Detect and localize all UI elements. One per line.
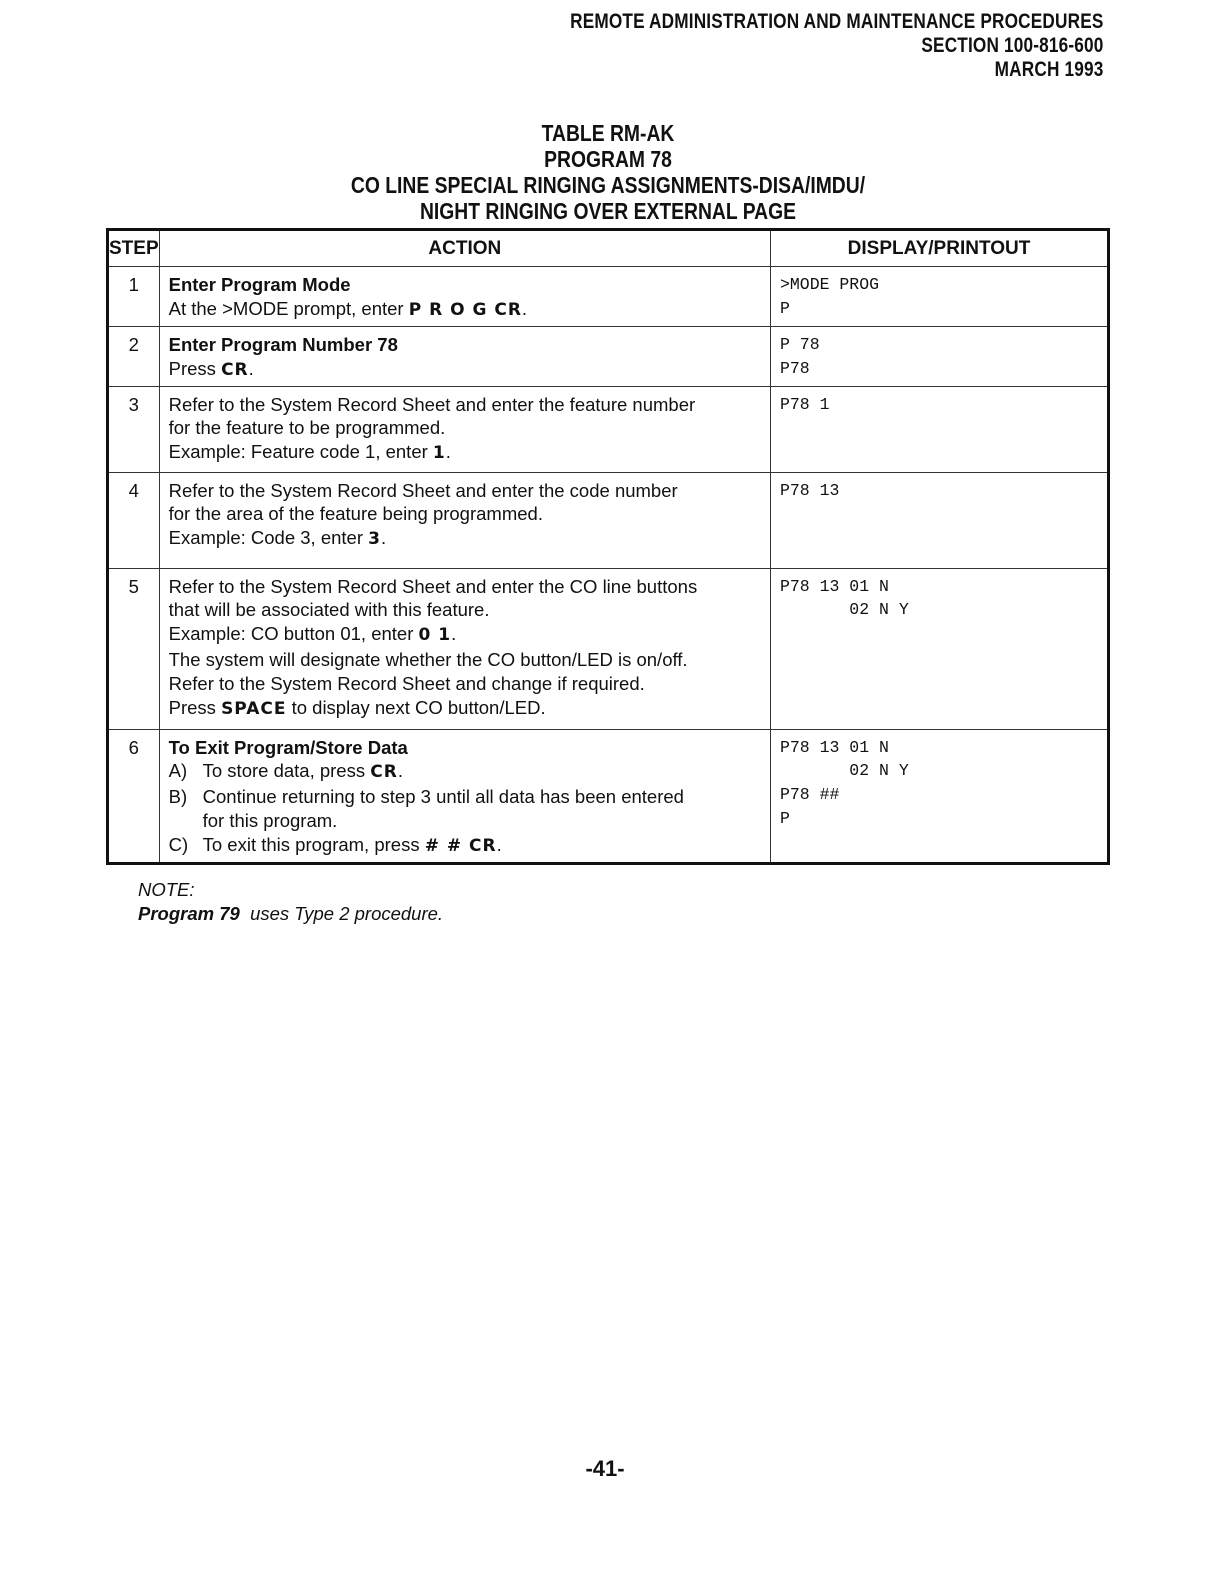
display-line: P78 ##: [780, 785, 840, 805]
step-text: Refer to the System Record Sheet and enter the code number: [168, 479, 678, 501]
step-number: 1: [108, 267, 160, 327]
table-row: [108, 472, 1109, 568]
substep-a: [169, 759, 761, 785]
key-sequence: P R O G CR: [408, 299, 522, 320]
note-label: NOTE:: [138, 879, 195, 900]
step-text: Refer to the System Record Sheet and enter the feature number: [168, 393, 696, 415]
step-text: Refer to the System Record Sheet and change if required.: [168, 672, 645, 694]
text: to display next CO button/LED.: [286, 696, 546, 718]
display-line: P78 13 01 N: [780, 576, 889, 596]
key-sequence: SPACE: [221, 698, 287, 719]
text: .: [248, 357, 254, 379]
text: Press: [168, 357, 222, 379]
text: Example: Code 3, enter: [168, 527, 369, 549]
table-header-row: [108, 230, 1109, 267]
table-row: [108, 568, 1109, 729]
text: .: [521, 297, 528, 319]
table-row: [108, 386, 1109, 472]
step-text: that will be associated with this feature.: [168, 599, 490, 621]
document-header: [570, 10, 1103, 82]
step-text: Refer to the System Record Sheet and enter the CO line buttons: [168, 575, 698, 597]
step-display: [771, 472, 1109, 568]
step-number: 6: [108, 729, 160, 863]
text: for this program.: [202, 809, 338, 831]
step-text: [169, 357, 761, 383]
step-action: [159, 729, 770, 863]
display-line: P78 13: [780, 480, 840, 500]
step-title: Enter Program Number 78: [168, 334, 398, 355]
step-display: [771, 568, 1109, 729]
substep-label: C): [168, 833, 189, 855]
table-title: [0, 120, 1216, 224]
substep-text: [203, 833, 502, 859]
table-row: [108, 327, 1109, 387]
step-display: [771, 267, 1109, 327]
display-line: P78 1: [780, 394, 830, 414]
step-action: [159, 568, 770, 729]
key-sequence: CR: [221, 359, 249, 380]
note: [138, 878, 443, 926]
step-example: [169, 526, 761, 552]
text: .: [397, 760, 403, 782]
text: Press: [168, 696, 222, 718]
text: .: [451, 623, 457, 645]
display-line: P: [780, 808, 790, 828]
display-line: 02 N Y: [780, 761, 909, 781]
text: .: [380, 527, 387, 549]
display-line: P78: [780, 358, 810, 378]
step-text: for the area of the feature being programmed.: [168, 503, 543, 525]
display-line: 02 N Y: [780, 600, 909, 620]
header-section: SECTION 100-816-600: [920, 34, 1103, 57]
text: .: [496, 833, 502, 855]
substep-label: A): [168, 760, 188, 782]
display-line: P 78: [780, 335, 820, 354]
substep-c: [169, 833, 761, 859]
display-line: P: [780, 298, 790, 318]
text: .: [445, 441, 451, 463]
header-action: ACTION: [159, 230, 770, 267]
key-sequence: CR: [370, 762, 398, 783]
step-action: [159, 267, 770, 327]
procedure-table: [106, 228, 1110, 865]
text: At the >MODE prompt, enter: [168, 297, 409, 319]
table-row: [108, 267, 1109, 327]
step-text: The system will designate whether the CO button/LED is on/off.: [168, 648, 688, 670]
text: To exit this program, press: [202, 833, 425, 855]
table-title-line3: CO LINE SPECIAL RINGING ASSIGNMENTS-DISA/IMDU/: [350, 172, 866, 198]
step-example: [169, 622, 761, 648]
key-sequence: 3: [368, 529, 381, 550]
step-title: To Exit Program/Store Data: [168, 736, 408, 758]
step-text: [169, 297, 761, 323]
step-action: [159, 386, 770, 472]
table-title-line2: PROGRAM 78: [544, 146, 672, 172]
display-line: P78 13 01 N: [780, 737, 889, 757]
step-display: [771, 729, 1109, 863]
step-number: 2: [108, 327, 160, 387]
display-line: >MODE PROG: [780, 275, 880, 294]
header-display: DISPLAY/PRINTOUT: [771, 230, 1109, 267]
step-title: Enter Program Mode: [168, 274, 351, 295]
step-action: [159, 472, 770, 568]
key-sequence: 0 1: [418, 625, 452, 646]
key-sequence: 1: [432, 443, 446, 464]
text: Example: CO button 01, enter: [168, 623, 419, 645]
substep-text: [203, 785, 684, 833]
substep-text: [203, 759, 403, 785]
step-text: [169, 696, 761, 722]
step-display: [771, 386, 1109, 472]
substep-b: [169, 785, 761, 833]
note-program: Program 79: [138, 903, 240, 924]
page-number: -41-: [585, 1456, 625, 1481]
step-display: [771, 327, 1109, 387]
text: Example: Feature code 1, enter: [168, 441, 433, 463]
substep-label: B): [168, 786, 188, 808]
step-number: 4: [108, 472, 160, 568]
step-number: 3: [108, 386, 160, 472]
step-action: [159, 327, 770, 387]
header-title: REMOTE ADMINISTRATION AND MAINTENANCE PROCEDURES: [569, 10, 1103, 33]
header-date: MARCH 1993: [994, 58, 1103, 81]
step-text: for the feature to be programmed.: [168, 417, 446, 439]
header-step: STEP: [108, 230, 160, 267]
key-sequence: # # CR: [424, 835, 497, 856]
text: uses Type 2 procedure.: [239, 903, 444, 924]
text: To store data, press: [202, 760, 371, 782]
table-row: [108, 729, 1109, 863]
note-text: [138, 902, 443, 926]
text: Continue returning to step 3 until all data has been entered: [202, 786, 684, 808]
step-example: [169, 440, 761, 466]
table-title-line4: NIGHT RINGING OVER EXTERNAL PAGE: [419, 198, 797, 224]
step-number: 5: [108, 568, 160, 729]
table-title-line1: TABLE RM-AK: [541, 120, 675, 146]
